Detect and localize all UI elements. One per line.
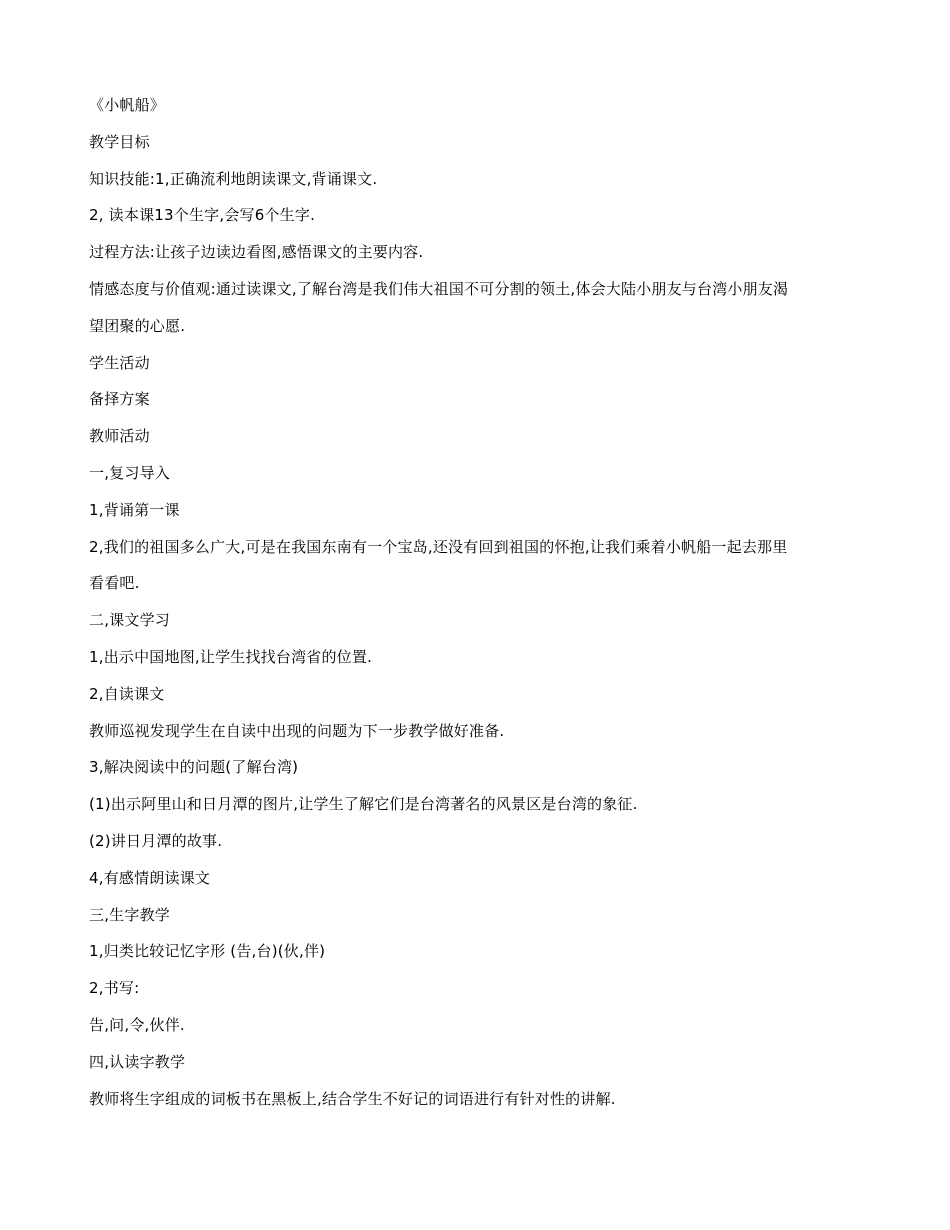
paragraph-line: 1,背诵第一课: [89, 500, 180, 519]
section-heading-text-study: 二,课文学习: [89, 611, 170, 630]
paragraph-line: 4,有感情朗读课文: [89, 868, 211, 887]
paragraph-line: (2)讲日月潭的故事.: [89, 831, 223, 850]
paragraph-line: 望团聚的心愿.: [89, 316, 186, 335]
section-heading-new-characters: 三,生字教学: [89, 905, 170, 924]
paragraph-line: 看看吧.: [89, 574, 140, 593]
paragraph-line: 1,归类比较记忆字形 (告,台)(伙,伴): [89, 942, 326, 961]
section-heading-student-activity: 学生活动: [89, 353, 150, 372]
paragraph-line: 2,我们的祖国多么广大,可是在我国东南有一个宝岛,还没有回到祖国的怀抱,让我们乘着小帆船一起去那里: [89, 537, 788, 556]
paragraph-line: 教师巡视发现学生在自读中出现的问题为下一步教学做好准备.: [89, 721, 505, 740]
document-page: [89, 87, 869, 1117]
section-heading-teacher-activity: 教师活动: [89, 427, 150, 446]
paragraph-line: 2,自读课文: [89, 684, 165, 703]
paragraph-line: (1)出示阿里山和日月潭的图片,让学生了解它们是台湾著名的风景区是台湾的象征.: [89, 795, 638, 814]
paragraph-line: 告,问,令,伙伴.: [89, 1015, 185, 1034]
section-heading-reading-characters: 四,认读字教学: [89, 1052, 186, 1071]
section-heading-review: 一,复习导入: [89, 463, 170, 482]
section-heading-goals: 教学目标: [89, 132, 150, 151]
section-heading-alternative-plan: 备择方案: [89, 390, 150, 409]
paragraph-line: 情感态度与价值观:通过读课文,了解台湾是我们伟大祖国不可分割的领土,体会大陆小朋友与台湾小朋友渴: [89, 279, 789, 298]
paragraph-line: 3,解决阅读中的问题(了解台湾): [89, 758, 299, 777]
paragraph-line: 2,书写:: [89, 979, 140, 998]
paragraph-line: 过程方法:让孩子边读边看图,感悟课文的主要内容.: [89, 243, 424, 262]
paragraph-line: 知识技能:1,正确流利地朗读课文,背诵课文.: [89, 169, 378, 188]
paragraph-line: 2, 读本课13个生字,会写6个生字.: [89, 206, 316, 225]
paragraph-line: 教师将生字组成的词板书在黑板上,结合学生不好记的词语进行有针对性的讲解.: [89, 1089, 616, 1108]
document-title: 《小帆船》: [89, 96, 166, 114]
paragraph-line: 1,出示中国地图,让学生找找台湾省的位置.: [89, 647, 373, 666]
